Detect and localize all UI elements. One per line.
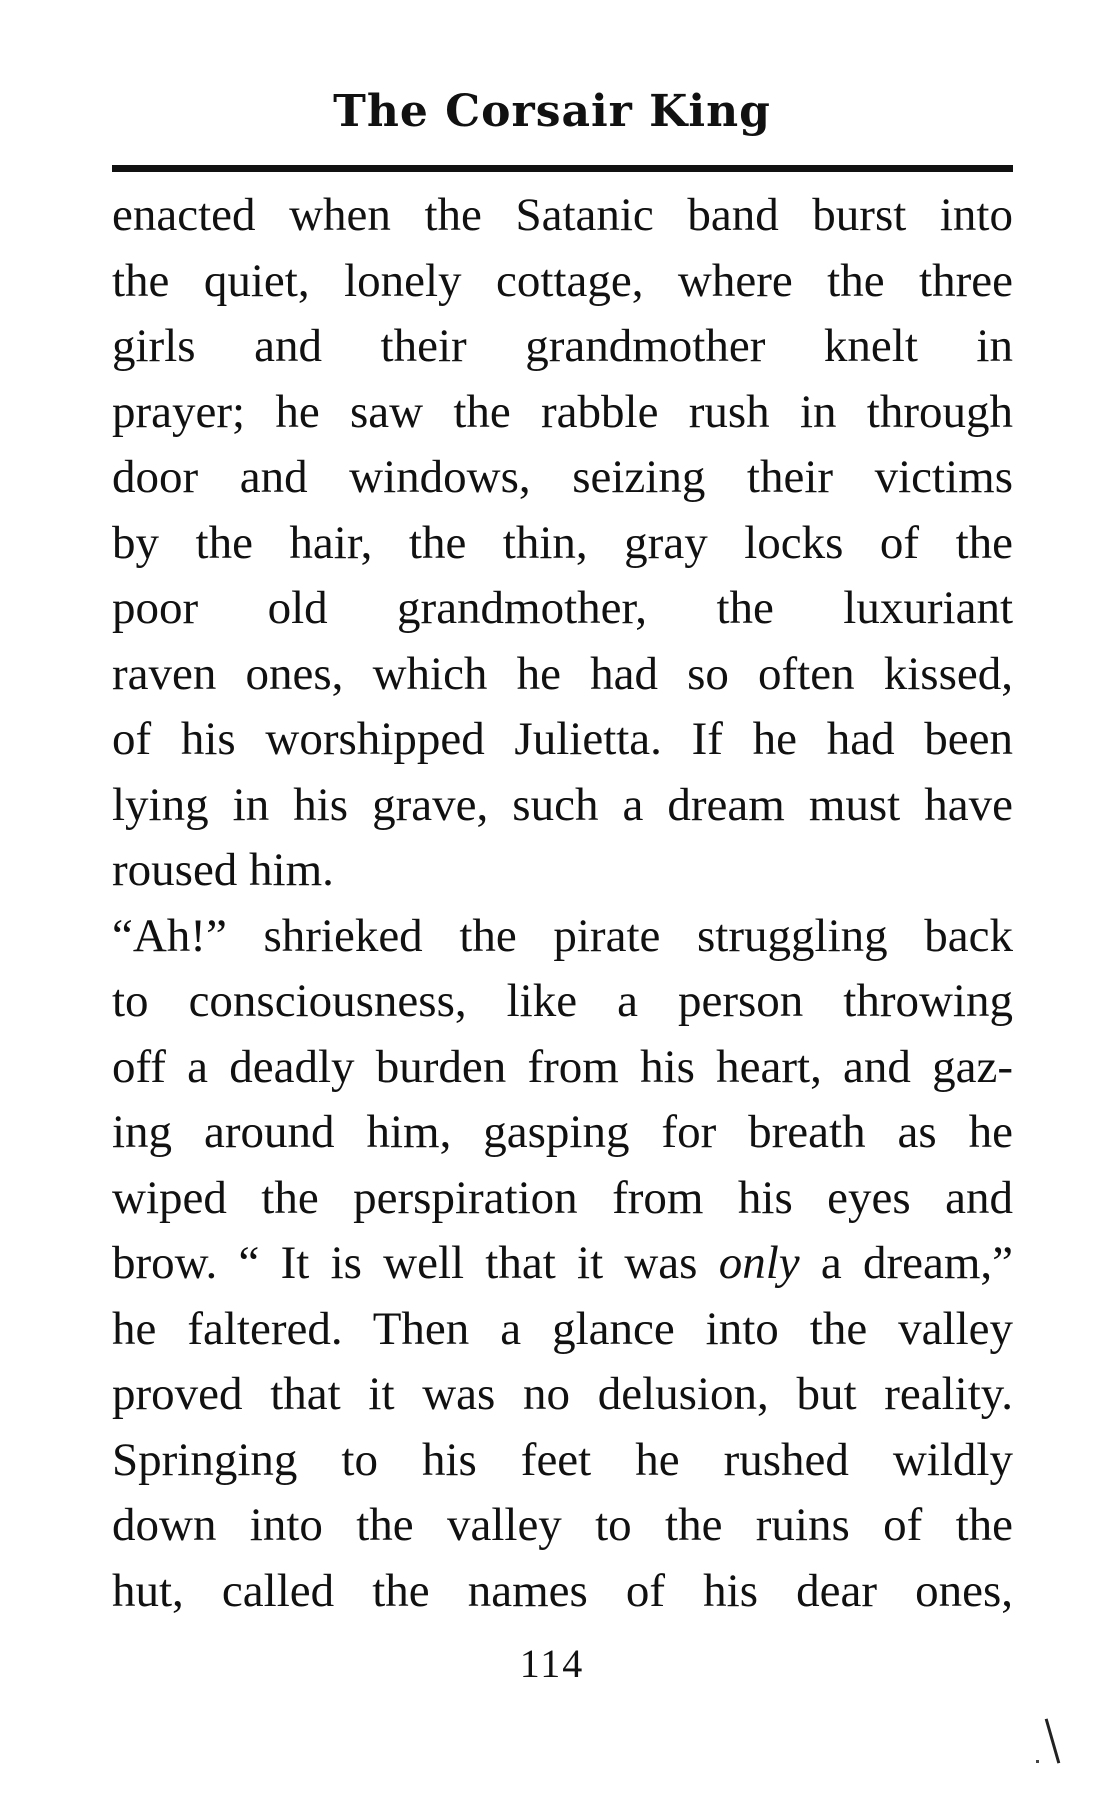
line-text-after: a dream,” [799,1237,1013,1289]
text-line: he faltered. Then a glance into the valley [112,1302,1013,1355]
running-head: The Corsair King [333,86,771,137]
text-line: door and windows, seizing their victims [112,451,1013,503]
text-line: lying in his grave, such a dream must have [112,778,1013,831]
text-line: hut, called the names of his dear ones, [112,1564,1013,1617]
text-line: ing around him, gasping for breath as he [112,1106,1013,1158]
text-line: wiped the perspiration from his eyes and [112,1171,1013,1224]
text-line: of his worshipped Julietta. If he had been [112,713,1013,765]
text-line: proved that it was no delusion, but reality. [112,1368,1013,1420]
text-line: the quiet, lonely cottage, where the three [112,254,1013,307]
text-line: poor old grandmother, the luxuriant [112,582,1013,634]
italic-word: only [718,1237,800,1289]
text-line: girls and their grandmother knelt in [112,320,1013,372]
text-line: enacted when the Satanic band burst into [112,189,1013,241]
text-line: by the hair, the thin, gray locks of the [112,516,1013,569]
text-line: off a deadly burden from his heart, and gaz- [112,1040,1013,1093]
margin-dot [1036,1760,1039,1763]
line-text-before: brow. “ It is well that it was [112,1237,719,1289]
body-text [112,183,1013,1624]
head-rule [112,165,1013,172]
text-line: “Ah!” shrieked the pirate struggling back [112,909,1013,962]
text-line: down into the valley to the ruins of the [112,1499,1013,1551]
text-line: to consciousness, like a person throwing [112,975,1013,1027]
text-line: roused him. [112,844,334,896]
text-line: prayer; he saw the rabble rush in through [112,385,1013,438]
text-line: raven ones, which he had so often kissed, [112,647,1013,700]
text-line-with-italic [112,1231,1013,1297]
margin-stroke [1045,1718,1061,1763]
text-line: Springing to his feet he rushed wildly [112,1433,1013,1486]
page-number: 114 [519,1641,585,1686]
